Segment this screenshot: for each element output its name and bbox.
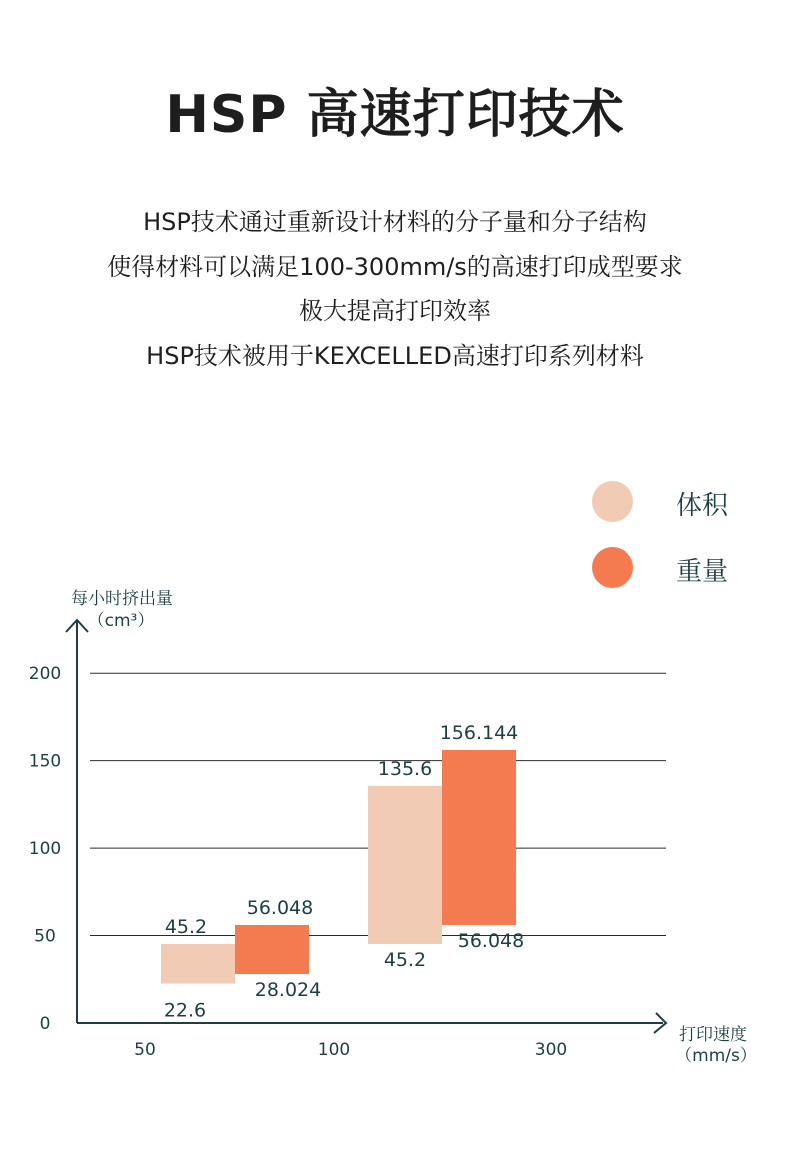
description — [0, 200, 790, 378]
bar-low-label: 28.024 — [254, 978, 322, 1001]
bar-high-label: 56.048 — [246, 896, 314, 919]
x-tick-label: 50 — [134, 1040, 156, 1060]
y-tick-label: 200 — [28, 664, 62, 685]
bar-chart — [0, 580, 790, 1080]
bar-high-label: 156.144 — [439, 721, 519, 744]
y-tick-label: 0 — [39, 1014, 51, 1034]
bar-low-label: 22.6 — [163, 999, 207, 1022]
y-axis-title: 每小时挤出量 — [71, 589, 173, 609]
bar — [368, 786, 442, 944]
page-title: HSP 高速打印技术 — [165, 85, 625, 145]
y-tick-label: 50 — [34, 926, 56, 947]
description-line: 极大提高打印效率 — [299, 297, 491, 325]
description-line: HSP技术被用于KEXCELLED高速打印系列材料 — [146, 341, 644, 370]
y-tick-label: 100 — [28, 839, 62, 860]
legend-swatch-volume — [592, 481, 633, 522]
x-axis-title: 打印速度 — [679, 1025, 747, 1045]
legend-label-volume: 体积 — [676, 491, 729, 521]
bar — [161, 944, 235, 984]
bar — [235, 925, 309, 974]
bar-high-label: 135.6 — [377, 757, 433, 780]
y-tick-label: 150 — [28, 751, 62, 772]
bar — [442, 750, 516, 925]
x-tick-label: 300 — [534, 1040, 568, 1060]
bar-low-label: 45.2 — [383, 948, 427, 971]
description-line: 使得材料可以满足100-300mm/s的高速打印成型要求 — [107, 252, 683, 281]
bar-high-label: 45.2 — [164, 915, 208, 938]
x-tick-label: 100 — [317, 1040, 351, 1060]
y-axis-unit: （cm³） — [87, 611, 155, 631]
bar-low-label: 56.048 — [457, 929, 525, 952]
x-axis-unit: （mm/s） — [675, 1046, 757, 1066]
description-line: HSP技术通过重新设计材料的分子量和分子结构 — [143, 208, 647, 236]
legend-label-weight: 重量 — [676, 557, 729, 587]
